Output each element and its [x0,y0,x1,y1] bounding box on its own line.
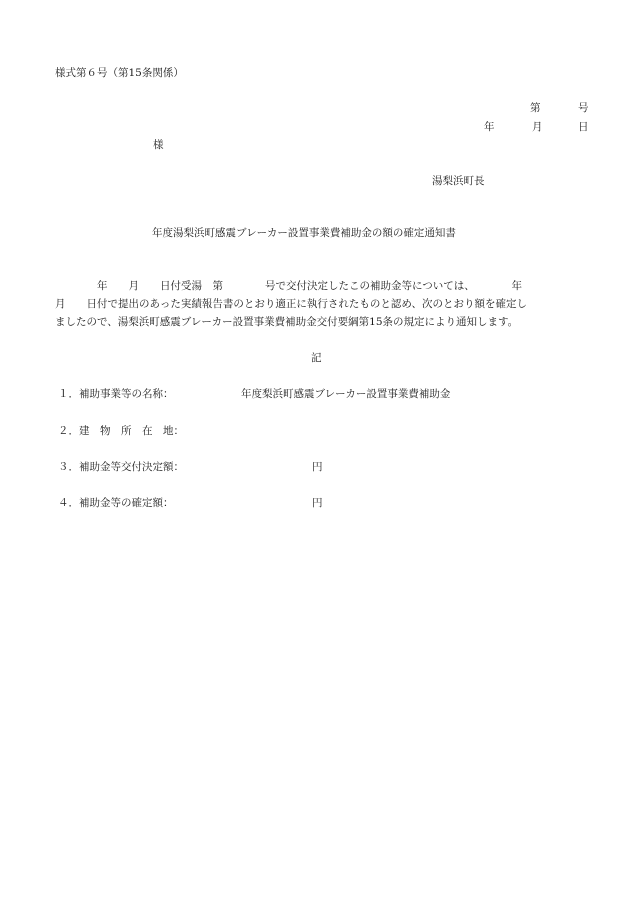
date-year: 年 [484,121,495,133]
item-confirmed-amount-unit: 円 [312,497,323,509]
body-text-line-3: ましたので、湯梨浜町感震ブレーカー設置事業費補助金交付要綱第15条の規定により通知します。 [55,316,519,328]
item-grant-decision-amount-unit: 円 [312,461,323,473]
issue-number-suffix: 号 [578,102,589,114]
item-project-name-value: 年度梨浜町感震ブレーカー設置事業費補助金 [241,388,451,400]
item-building-location-label: ２．建 物 所 在 地： [58,425,184,437]
date-month: 月 [532,121,543,133]
addressee-suffix: 様 [153,139,164,151]
item-grant-decision-amount-label: ３．補助金等交付決定額： [58,461,184,473]
item-confirmed-amount-label: ４．補助金等の確定額： [58,497,174,509]
issuer-name: 湯梨浜町長 [432,175,485,187]
issue-number-label: 第 [530,102,541,114]
body-text-line-2: 月 日付で提出のあった実績報告書のとおり適正に執行されたものと認め、次のとおり額を確定し [55,298,527,310]
date-day: 日 [578,121,589,133]
document-title: 年度湯梨浜町感震ブレーカー設置事業費補助金の額の確定通知書 [152,227,456,239]
ki-heading: 記 [311,352,322,364]
body-text-line-1: 年 月 日付受湯 第 号で交付決定したこの補助金等については、 年 [55,280,523,292]
item-project-name-label: １．補助事業等の名称： [58,388,174,400]
form-number: 様式第６号（第15条関係） [55,67,184,79]
